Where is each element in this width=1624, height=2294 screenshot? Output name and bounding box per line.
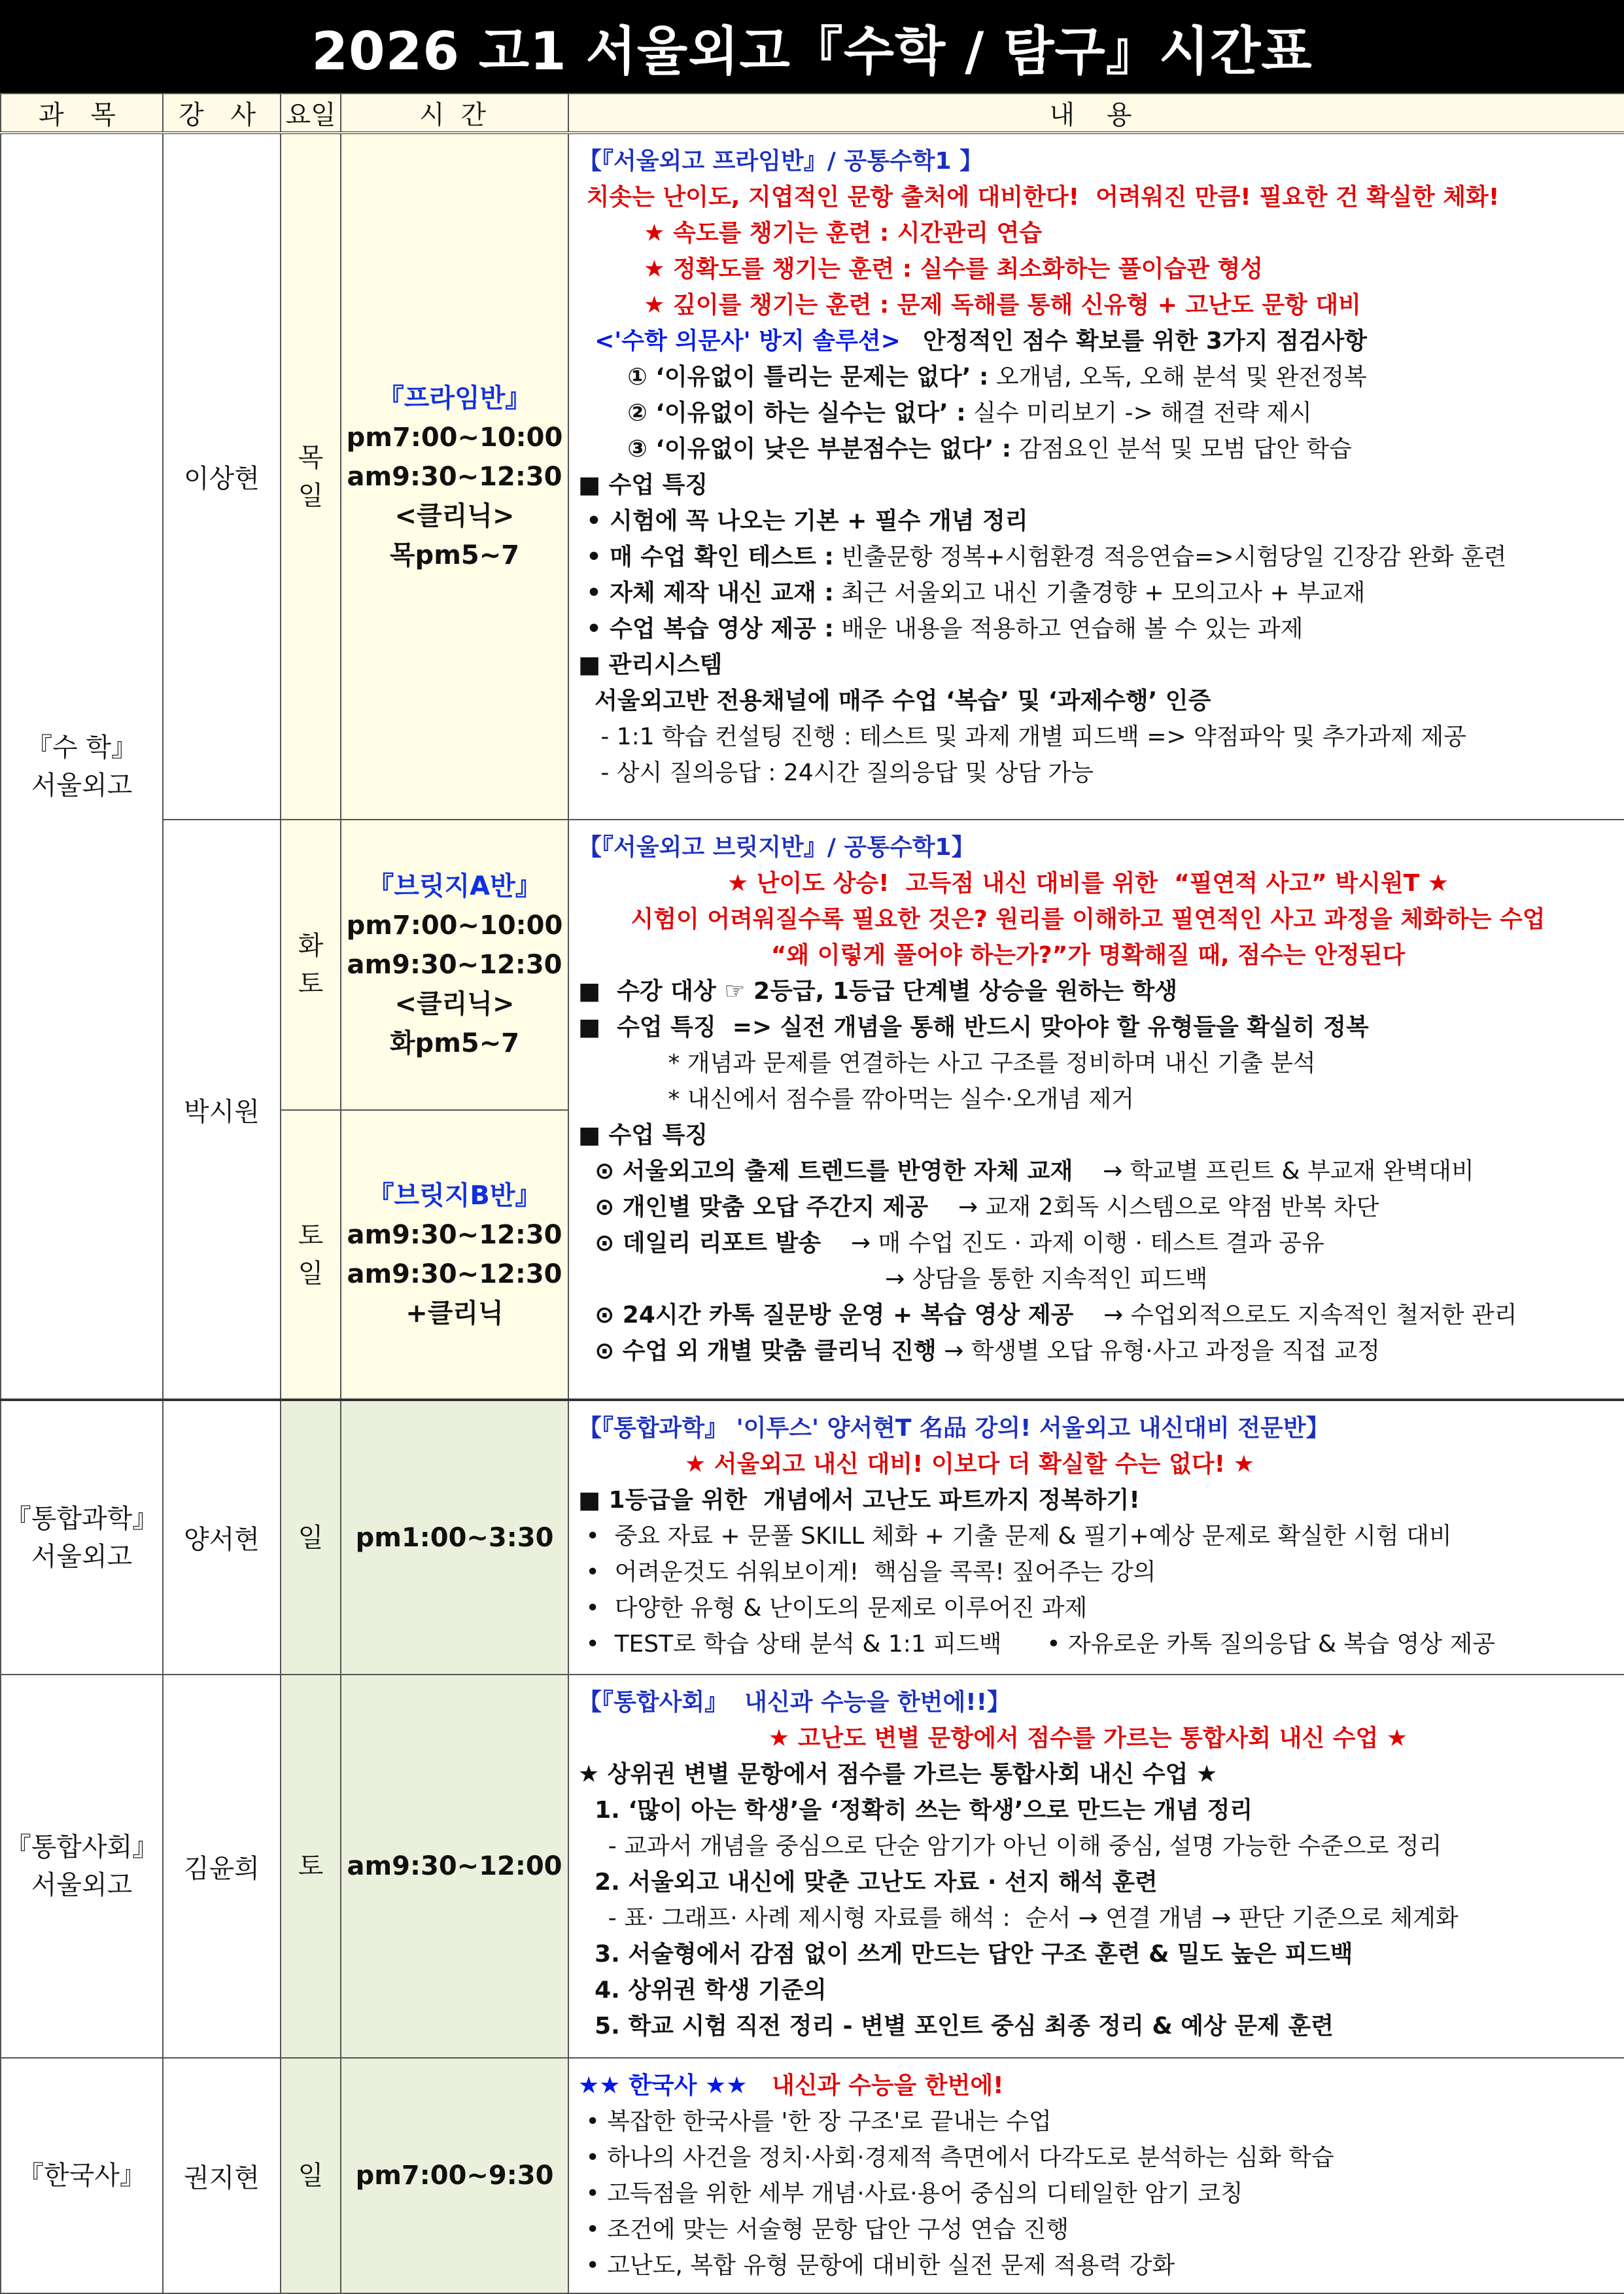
bridge-feature-5-title: ⊙ 수업 외 개별 맞춤 클리닉 진행 <box>578 1338 937 1364</box>
prime-day-2: 일 <box>298 480 324 511</box>
header-teacher: 강 사 <box>163 94 281 133</box>
prime-feature-2-title: • 매 수업 확인 테스트 : <box>578 544 834 570</box>
bridge-a-time-2: am9:30~12:30 <box>347 950 562 980</box>
society-time: am9:30~12:00 <box>341 1675 568 2058</box>
prime-tagline: 치솟는 난이도, 지엽적인 문항 출처에 대비한다! 어려워진 만큼! 필요한 건 확실한 체화! <box>578 184 1500 211</box>
bridge-feature-5-desc: → 학생별 오답 유형·사고 과정을 직접 교정 <box>936 1338 1380 1364</box>
bridge-b-time <box>341 1110 568 1400</box>
bridge-feature-1 <box>578 1153 1624 1189</box>
prime-management-channel: 서울외고반 전용채널에 매주 수업 ‘복습’ 및 ‘과제수행’ 인증 <box>578 687 1211 714</box>
bridge-target: ■ 수강 대상 ☞ 2등급, 1등급 단계별 상승을 원하는 학생 <box>578 978 1178 1005</box>
history-feature-1: • 복잡한 한국사를 '한 장 구조'로 끝내는 수업 <box>578 2108 1052 2135</box>
math-prime-row <box>1 133 1624 820</box>
history-heading <box>578 2068 1624 2104</box>
bridge-feature-4 <box>578 1297 1624 1333</box>
science-feature-4: • TEST로 학습 상태 분석 & 1:1 피드백 • 자유로운 카톡 질의응답 & 복습 영상 제공 <box>578 1631 1496 1658</box>
bridge-a-time-4: 화pm5~7 <box>389 1028 520 1058</box>
bridge-feature-2 <box>578 1189 1624 1225</box>
prime-feature-4-desc: 배운 내용을 적용하고 연습해 볼 수 있는 과제 <box>833 616 1304 642</box>
prime-point-accuracy: ★ 정확도를 챙기는 훈련 : 실수를 최소화하는 풀이습관 형성 <box>578 256 1264 283</box>
prime-content <box>568 133 1624 820</box>
header-day: 요일 <box>281 94 341 133</box>
bridge-a-day-2: 토 <box>298 969 324 999</box>
math-subject-title: 『수 학』 <box>26 732 137 763</box>
bridge-teacher: 박시원 <box>163 820 281 1400</box>
bridge-a-day-1: 화 <box>298 931 324 961</box>
bridge-feature-1-title: ⊙ 서울외고의 출제 트렌드를 반영한 자체 교재 <box>578 1158 1073 1185</box>
history-time: pm7:00~9:30 <box>341 2058 568 2293</box>
bridge-b-day-2: 일 <box>298 1259 324 1289</box>
prime-check-3-desc: 감점요인 분석 및 모범 답안 학습 <box>1011 436 1352 462</box>
society-teacher: 김윤희 <box>163 1675 281 2058</box>
science-heading: 【『통합과학』 '이투스' 양서현T 名品 강의! 서울외고 내신대비 전문반】 <box>578 1415 1330 1442</box>
bridge-tagline-1: ★ 난이도 상승! 고득점 내신 대비를 위한 “필연적 사고” 박시원T ★ <box>727 870 1449 897</box>
history-subject-cell <box>1 2058 163 2293</box>
prime-solution-title: <'수학 의문사' 방지 솔루션> <box>578 328 901 355</box>
prime-feature-1: • 시험에 꼭 나오는 기본 + 필수 개념 정리 <box>578 508 1028 534</box>
society-item-2: 2. 서울외고 내신에 맞춘 고난도 자료 · 선지 해석 훈련 <box>578 1869 1158 1896</box>
prime-point-depth: ★ 깊이를 챙기는 훈련 : 문제 독해를 통해 신유형 + 고난도 문항 대비 <box>578 292 1361 319</box>
science-subject-cell <box>1 1400 163 1675</box>
prime-time-4: 목pm5~7 <box>389 540 520 570</box>
bridge-b-time-2: am9:30~12:30 <box>347 1259 562 1289</box>
bridge-feature-summary: ■ 수업 특징 => 실전 개념을 통해 반드시 맞아야 할 유형들을 확실히 정복 <box>578 1014 1369 1041</box>
bridge-b-day <box>281 1110 341 1400</box>
header-time: 시 간 <box>341 94 568 133</box>
science-tagline: ★ 서울외고 내신 대비! 이보다 더 확실할 수는 없다! ★ <box>578 1451 1254 1478</box>
bridge-a-time-1: pm7:00~10:00 <box>346 911 563 941</box>
history-day: 일 <box>281 2058 341 2293</box>
science-features-heading: ■ 1등급을 위한 개념에서 고난도 파트까지 정복하기! <box>578 1487 1140 1514</box>
society-item-3: 3. 서술형에서 감점 없이 쓰게 만드는 답안 구조 훈련 & 밀도 높은 피드백 <box>578 1941 1353 1968</box>
header-row <box>1 94 1624 133</box>
prime-management-consulting: - 1:1 학습 컨설팅 진행 : 테스트 및 과제 개별 피드백 => 약점파악 및 추가과제 제공 <box>578 723 1466 750</box>
history-feature-4: • 조건에 맞는 서술형 문항 답안 구성 연습 진행 <box>578 2216 1069 2243</box>
science-feature-1: • 중요 자료 + 문풀 SKILL 체화 + 기출 문제 & 필기+예상 문제로 확실한 시험 대비 <box>578 1523 1452 1550</box>
prime-check-1-desc: 오개념, 오독, 오해 분석 및 완전정복 <box>988 364 1367 391</box>
science-content <box>568 1400 1624 1675</box>
prime-time <box>341 133 568 820</box>
society-day: 토 <box>281 1675 341 2058</box>
bridge-feature-3-title: ⊙ 데일리 리포트 발송 <box>578 1230 821 1257</box>
header-subject: 과 목 <box>1 94 163 133</box>
bridge-b-class-name: 『브릿지B반』 <box>368 1181 542 1211</box>
prime-heading: 【『서울외고 프라임반』/ 공통수학1 】 <box>578 148 984 175</box>
prime-check-2 <box>578 395 1624 431</box>
bridge-a-time <box>341 820 568 1110</box>
header-content: 내 용 <box>568 94 1624 133</box>
bridge-feature-4-title: ⊙ 24시간 카톡 질문방 운영 + 복습 영상 제공 <box>578 1302 1074 1329</box>
prime-day <box>281 133 341 820</box>
society-subject-cell <box>1 1675 163 2058</box>
prime-time-1: pm7:00~10:00 <box>346 422 563 453</box>
society-heading: 【『통합사회』 내신과 수능을 한번에!!】 <box>578 1689 1011 1716</box>
prime-check-2-desc: 실수 미리보기 -> 해결 전략 제시 <box>965 400 1312 426</box>
prime-feature-4-title: • 수업 복습 영상 제공 : <box>578 616 834 642</box>
bridge-a-time-3: <클리닉> <box>394 989 515 1019</box>
prime-feature-3-title: • 자체 제작 내신 교재 : <box>578 580 834 606</box>
prime-point-speed: ★ 속도를 챙기는 훈련 : 시간관리 연습 <box>578 220 1042 247</box>
science-subject-school: 서울외고 <box>31 1541 133 1572</box>
society-content <box>568 1675 1624 2058</box>
math-subject-cell <box>1 133 163 1400</box>
history-feature-2: • 하나의 사건을 정치·사회·경제적 측면에서 다각도로 분석하는 심화 학습 <box>578 2144 1334 2171</box>
timetable <box>0 93 1624 2294</box>
prime-feature-2-desc: 빈출문항 정복+시험환경 적응연습=>시험당일 긴장감 완화 훈련 <box>833 544 1507 570</box>
bridge-content <box>568 820 1624 1400</box>
bridge-feature-3 <box>578 1225 1624 1261</box>
prime-management-heading: ■ 관리시스템 <box>578 652 723 678</box>
prime-day-1: 목 <box>298 442 324 473</box>
bridge-feature-1-desc: → 학교별 프린트 & 부교재 완벽대비 <box>1088 1158 1474 1185</box>
bridge-feature-5 <box>578 1333 1624 1369</box>
history-teacher: 권지현 <box>163 2058 281 2293</box>
bridge-feature-3-desc: → 매 수업 진도 · 과제 이행 · 테스트 결과 공유 <box>835 1230 1324 1257</box>
prime-check-3 <box>578 431 1624 467</box>
society-subject-school: 서울외고 <box>31 1870 133 1900</box>
bridge-a-class-name: 『브릿지A반』 <box>368 871 542 901</box>
society-subheading: ★ 상위권 변별 문항에서 점수를 가르는 통합사회 내신 수업 ★ <box>578 1761 1218 1788</box>
bridge-feature-note-2: * 내신에서 점수를 깎아먹는 실수·오개념 제거 <box>578 1086 1134 1113</box>
prime-feature-3-desc: 최근 서울외고 내신 기출경향 + 모의고사 + 부교재 <box>833 580 1366 606</box>
prime-check-1 <box>578 359 1624 395</box>
prime-check-3-title: ③ ‘이유없이 낮은 부분점수는 없다’ : <box>578 436 1012 462</box>
history-feature-3: • 고득점을 위한 세부 개념·사료·용어 중심의 디테일한 암기 코칭 <box>578 2180 1243 2207</box>
society-item-2-detail: - 표· 그래프· 사례 제시형 자료를 해석 : 순서 → 연결 개념 → 판단 기준으로 체계화 <box>578 1905 1459 1932</box>
society-subject-title: 『통합사회』 <box>5 1832 159 1862</box>
science-teacher: 양서현 <box>163 1400 281 1675</box>
history-row <box>1 2058 1624 2293</box>
prime-check-2-title: ② ‘이유없이 하는 실수는 없다’ : <box>578 400 966 426</box>
bridge-a-day <box>281 820 341 1110</box>
science-day: 일 <box>281 1400 341 1675</box>
bridge-tagline-2: 시험이 어려워질수록 필요한 것은? 원리를 이해하고 필연적인 사고 과정을 체화하는 수업 <box>631 906 1546 933</box>
history-heading-tagline: 내신과 수능을 한번에! <box>747 2072 1004 2099</box>
prime-solution-desc: 안정적인 점수 확보를 위한 3가지 점검사항 <box>923 328 1368 355</box>
science-time: pm1:00~3:30 <box>341 1400 568 1675</box>
bridge-tagline-3: “왜 이렇게 풀어야 하는가?”가 명확해질 때, 점수는 안정된다 <box>770 942 1406 969</box>
history-content <box>568 2058 1624 2293</box>
math-bridge-a-row <box>1 820 1624 1110</box>
bridge-feature-2-desc: → 교재 2회독 시스템으로 약점 반복 차단 <box>943 1194 1379 1221</box>
prime-management-qa: - 상시 질의응답 : 24시간 질의응답 및 상담 가능 <box>578 759 1094 786</box>
history-subject-title: 『한국사』 <box>18 2161 146 2191</box>
history-heading-title: ★★ 한국사 ★★ <box>578 2072 748 2099</box>
prime-check-1-title: ① ‘이유없이 틀리는 문제는 없다’ : <box>578 364 989 391</box>
prime-feature-3 <box>578 575 1624 611</box>
bridge-b-time-1: am9:30~12:30 <box>347 1220 562 1250</box>
science-feature-3: • 다양한 유형 & 난이도의 문제로 이루어진 과제 <box>578 1595 1088 1622</box>
math-subject-school: 서울외고 <box>31 770 133 801</box>
history-feature-5: • 고난도, 복합 유형 문항에 대비한 실전 문제 적용력 강화 <box>578 2252 1175 2279</box>
bridge-feature-3-followup: → 상담을 통한 지속적인 피드백 <box>578 1266 1208 1293</box>
society-item-5: 5. 학교 시험 직전 정리 - 변별 포인트 중심 최종 정리 & 예상 문제 훈련 <box>578 2013 1334 2040</box>
bridge-b-time-3: +클리닉 <box>406 1298 504 1329</box>
bridge-feature-4-desc: → 수업외적으로도 지속적인 철저한 관리 <box>1088 1302 1517 1329</box>
science-row <box>1 1400 1624 1675</box>
prime-class-name: 『프라임반』 <box>377 383 532 413</box>
prime-features-heading: ■ 수업 특징 <box>578 472 708 498</box>
bridge-b-day-1: 토 <box>298 1221 324 1251</box>
prime-time-2: am9:30~12:30 <box>347 461 562 492</box>
society-item-4: 4. 상위권 학생 기준의 <box>578 1977 827 2004</box>
bridge-feature-note-1: * 개념과 문제를 연결하는 사고 구조를 정비하며 내신 기출 분석 <box>578 1050 1316 1077</box>
prime-solution-line <box>578 323 1624 359</box>
prime-teacher: 이상현 <box>163 133 281 820</box>
society-item-1-detail: - 교과서 개념을 중심으로 단순 암기가 아닌 이해 중심, 설명 가능한 수준으로 정리 <box>578 1833 1442 1860</box>
bridge-features-heading: ■ 수업 특징 <box>578 1122 708 1149</box>
society-item-1: 1. ‘많이 아는 학생’을 ‘정확히 쓰는 학생’으로 만드는 개념 정리 <box>578 1797 1253 1824</box>
science-feature-2: • 어려운것도 쉬워보이게! 핵심을 콕콕! 짚어주는 강의 <box>578 1559 1156 1586</box>
society-tagline: ★ 고난도 변별 문항에서 점수를 가르는 통합사회 내신 수업 ★ <box>768 1725 1408 1752</box>
page-title: 2026 고1 서울외고『수학 / 탐구』시간표 <box>0 0 1624 93</box>
prime-feature-2 <box>578 539 1624 575</box>
prime-time-3: <클리닉> <box>394 500 515 531</box>
bridge-feature-2-title: ⊙ 개인별 맞춤 오답 주간지 제공 <box>578 1194 929 1221</box>
science-subject-title: 『통합과학』 <box>5 1503 159 1534</box>
society-row <box>1 1675 1624 2058</box>
bridge-heading: 【『서울외고 브릿지반』/ 공통수학1】 <box>578 834 975 861</box>
prime-feature-4 <box>578 611 1624 647</box>
